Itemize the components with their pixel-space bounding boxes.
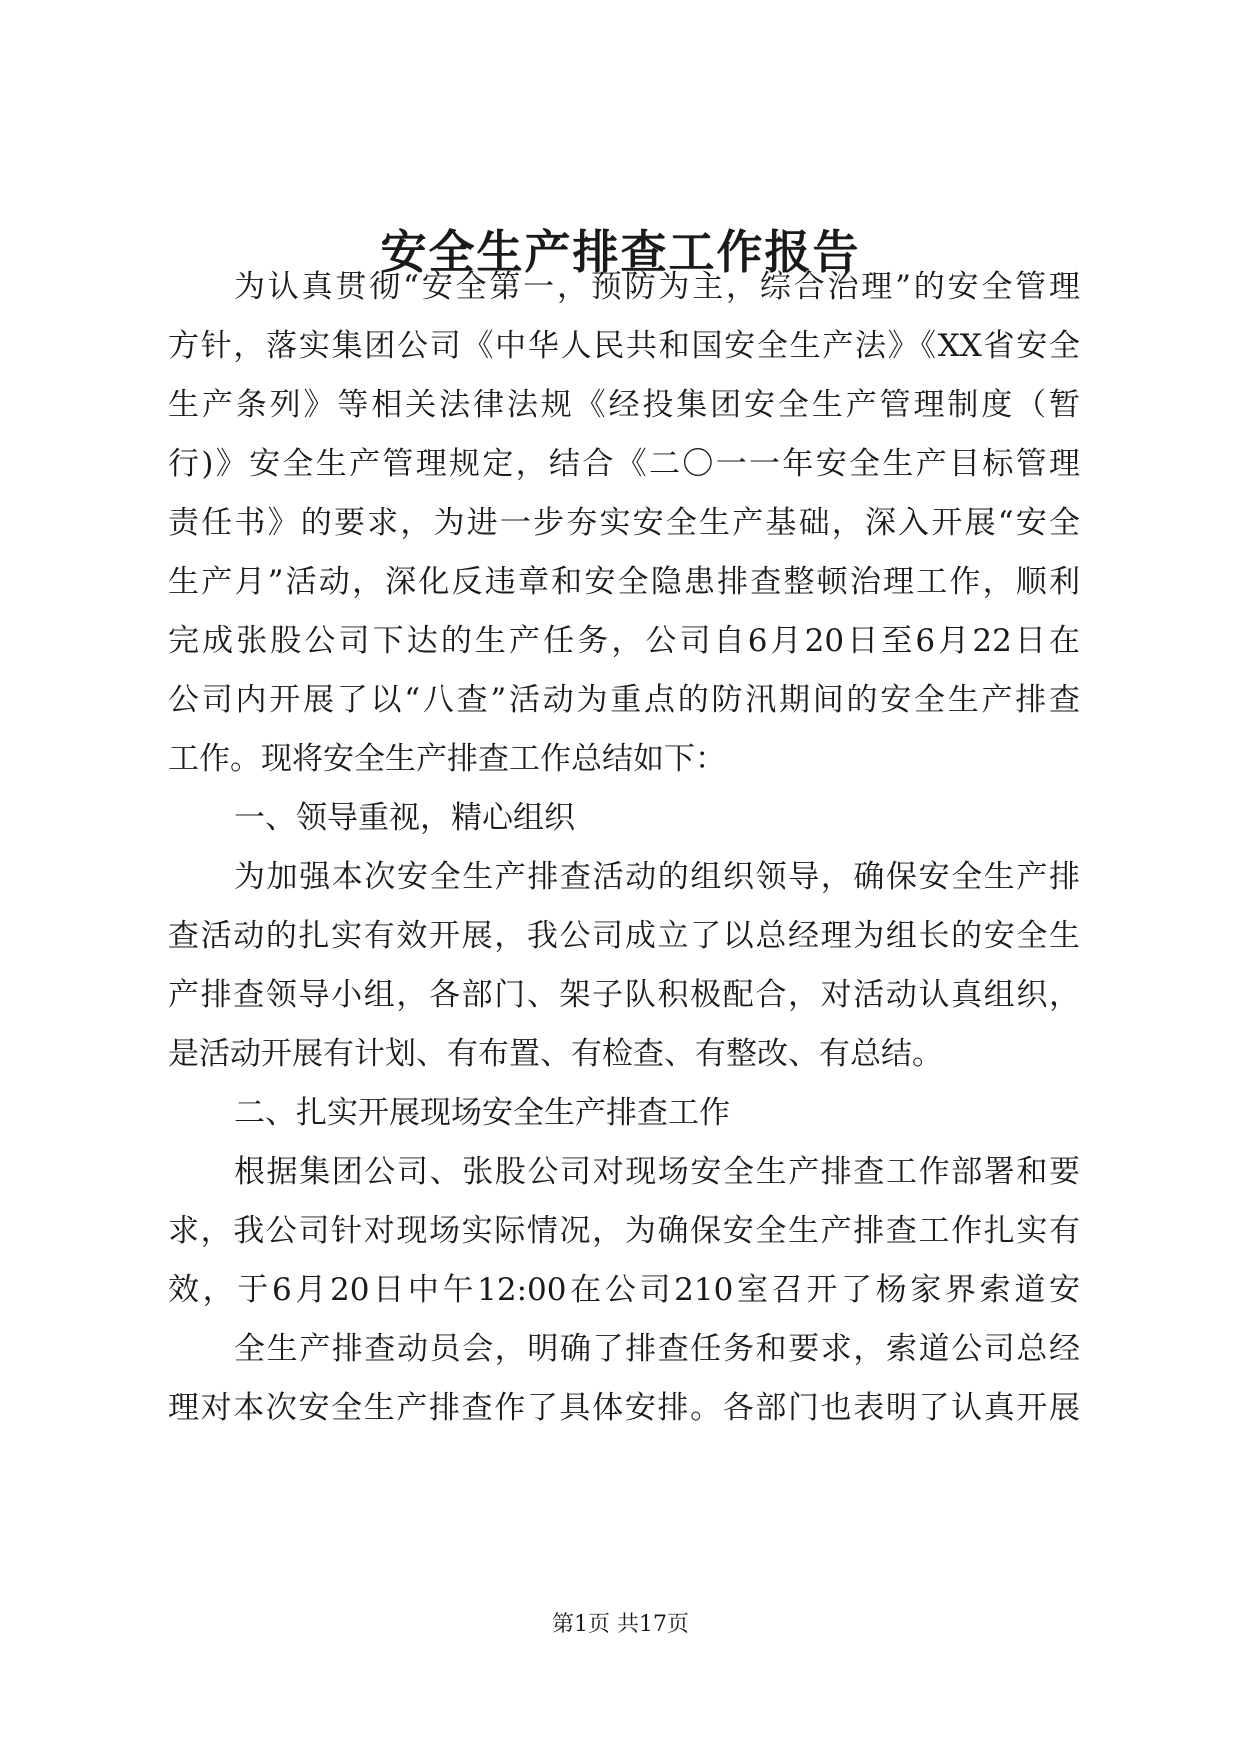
paragraph-line: 全生产排查动员会，明确了排查任务和要求，索道公司总经: [234, 1331, 1080, 1367]
paragraph-line: 行)》安全生产管理规定，结合《二〇一一年安全生产目标管理: [168, 446, 1080, 482]
paragraph-line: 生产月”活动，深化反违章和安全隐患排查整顿治理工作，顺利: [168, 564, 1080, 600]
paragraph-line: 责任书》的要求，为进一步夯实安全生产基础，深入开展“安全: [168, 505, 1080, 541]
paragraph-line: 根据集团公司、张股公司对现场安全生产排查工作部署和要: [234, 1154, 1080, 1190]
paragraph-line: 产排查领导小组，各部门、架子队积极配合，对活动认真组织，: [168, 977, 1080, 1013]
paragraph-line: 为加强本次安全生产排查活动的组织领导，确保安全生产排: [234, 859, 1080, 895]
document-title: 安全生产排查工作报告: [380, 225, 861, 279]
paragraph-line: 理对本次安全生产排查作了具体安排。各部门也表明了认真开展: [168, 1390, 1080, 1426]
paragraph-line: 工作。现将安全生产排查工作总结如下：: [168, 741, 726, 777]
paragraph-line: 为认真贯彻“安全第一，预防为主，综合治理”的安全管理: [234, 269, 1080, 305]
paragraph-line: 效，于6月20日中午12:00在公司210室召开了杨家界索道安: [168, 1272, 1080, 1308]
section-heading: 一、领导重视，精心组织: [234, 800, 575, 836]
paragraph-line: 方针，落实集团公司《中华人民共和国安全生产法》《XX省安全: [168, 328, 1080, 364]
section-heading: 二、扎实开展现场安全生产排查工作: [234, 1095, 730, 1131]
paragraph-line: 是活动开展有计划、有布置、有检查、有整改、有总结。: [168, 1036, 943, 1072]
paragraph-line: 公司内开展了以“八查”活动为重点的防汛期间的安全生产排查: [168, 682, 1080, 718]
page-footer: 第1页 共17页: [552, 1612, 689, 1637]
paragraph-line: 查活动的扎实有效开展，我公司成立了以总经理为组长的安全生: [168, 918, 1080, 954]
paragraph-line: 生产条列》等相关法律法规《经投集团安全生产管理制度（暂: [168, 387, 1080, 423]
paragraph-line: 完成张股公司下达的生产任务，公司自6月20日至6月22日在: [168, 623, 1080, 659]
paragraph-line: 求，我公司针对现场实际情况，为确保安全生产排查工作扎实有: [168, 1213, 1080, 1249]
